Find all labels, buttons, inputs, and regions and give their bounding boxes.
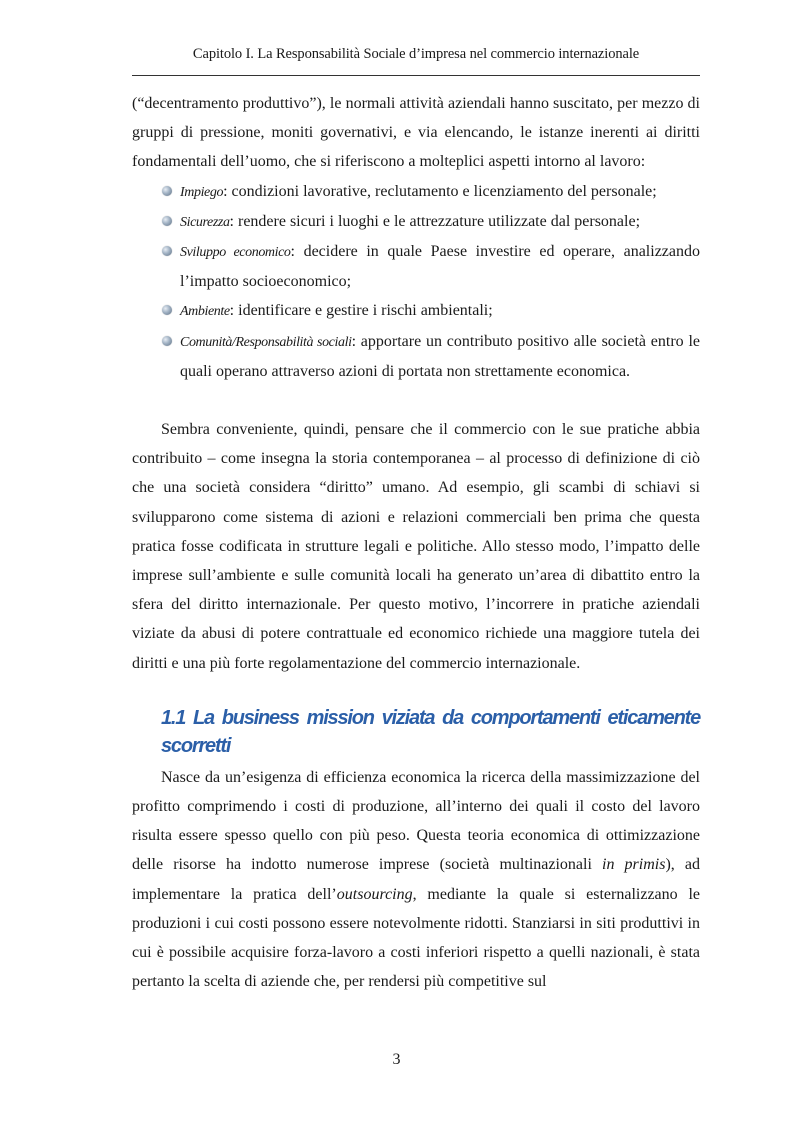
bullet-icon xyxy=(162,246,172,256)
header-divider xyxy=(132,75,700,76)
bullet-term: Sicurezza xyxy=(180,214,230,230)
bullet-icon xyxy=(162,305,172,315)
paragraph-text-part1: Nasce da un’esigenza di efficienza economica la ricerca della massimizzazione del profitto comprimendo i costi di produzione, all’interno dei quali il costo del lavoro risulta essere spesso quello con più peso. Questa teoria economica di ottimizzazione delle risorse ha indotto numerose imprese (società multinazionali xyxy=(132,768,700,874)
bullet-text: : condizioni lavorative, reclutamento e licenziamento del personale; xyxy=(223,182,657,200)
list-item xyxy=(132,207,700,237)
bullet-icon xyxy=(162,216,172,226)
paragraph-text-part2: ), ad implementare la pratica dell’ xyxy=(132,856,700,903)
body-text xyxy=(132,89,700,996)
bullet-icon xyxy=(162,336,172,346)
intro-paragraph: (“decentramento produttivo”), le normali attività aziendali hanno suscitato, per mezzo di gruppi di pressione, moniti governativi, e via elencando, le istanze inerenti ai diritti fondamentali dell’uomo, che si riferiscono a molteplici aspetti intorno al lavoro: xyxy=(132,95,700,171)
bullet-text: : rendere sicuri i luoghi e le attrezzature utilizzate dal personale; xyxy=(229,212,641,230)
italic-in-primis: in primis xyxy=(602,856,666,874)
bullet-text: : identificare e gestire i rischi ambientali; xyxy=(229,302,493,320)
bullet-text: : decidere in quale Paese investire ed operare, analizzando l’impatto socioeconomico; xyxy=(180,243,700,291)
bullet-list xyxy=(132,177,700,386)
bullet-term: Sviluppo economico xyxy=(180,245,291,261)
paragraph-business-mission xyxy=(132,763,700,997)
list-item xyxy=(132,327,700,386)
section-heading: 1.1 La business mission viziata da comportamenti eticamente scorretti xyxy=(161,706,700,757)
running-header: Capitolo I. La Responsabilità Sociale d’impresa nel commercio internazionale xyxy=(192,46,640,62)
page-number: 3 xyxy=(392,1051,401,1068)
bullet-icon xyxy=(162,186,172,196)
italic-outsourcing: outsourcing xyxy=(336,885,413,903)
paragraph-spacer xyxy=(132,386,700,415)
bullet-text: : apportare un contributo positivo alle società entro le quali operano attraverso azioni di portata non strettamente economica. xyxy=(180,332,700,380)
list-item xyxy=(132,237,700,296)
bullet-term: Comunità/Responsabilità sociali xyxy=(180,334,352,350)
list-item xyxy=(132,296,700,326)
list-item xyxy=(132,177,700,207)
paragraph-text-part3: , mediante la quale si esternalizzano le produzioni i cui costi possono essere notevolmente ridotti. Stanziarsi in siti produttivi in cui è possibile acquisire forza-lavoro a costi inferiori rispetto a quelli nazionali, è stata pertanto la scelta di aziende che, per rendersi più competitive sul xyxy=(132,885,700,991)
bullet-term: Ambiente xyxy=(180,304,230,320)
bullet-term: Impiego xyxy=(180,184,224,200)
paragraph-commerce: Sembra conveniente, quindi, pensare che il commercio con le sue pratiche abbia contribuito – come insegna la storia contemporanea – al processo di definizione di ciò che una società considera “diritto” umano. Ad esempio, gli scambi di schiavi si svilupparono come sistema di azioni e relazioni commerciali ben prima che questa pratica fosse codificata in strutture legali e politiche. Allo stesso modo, l’impatto delle imprese sull’ambiente e sulle comunità locali ha generato un’area di dibattito entro la sfera del diritto internazionale. Per questo motivo, l’incorrere in pratiche aziendali viziate da abusi di potere contrattuale ed economico richiede una maggiore tutela dei diritti e una più forte regolamentazione del commercio internazionale. xyxy=(132,421,700,672)
